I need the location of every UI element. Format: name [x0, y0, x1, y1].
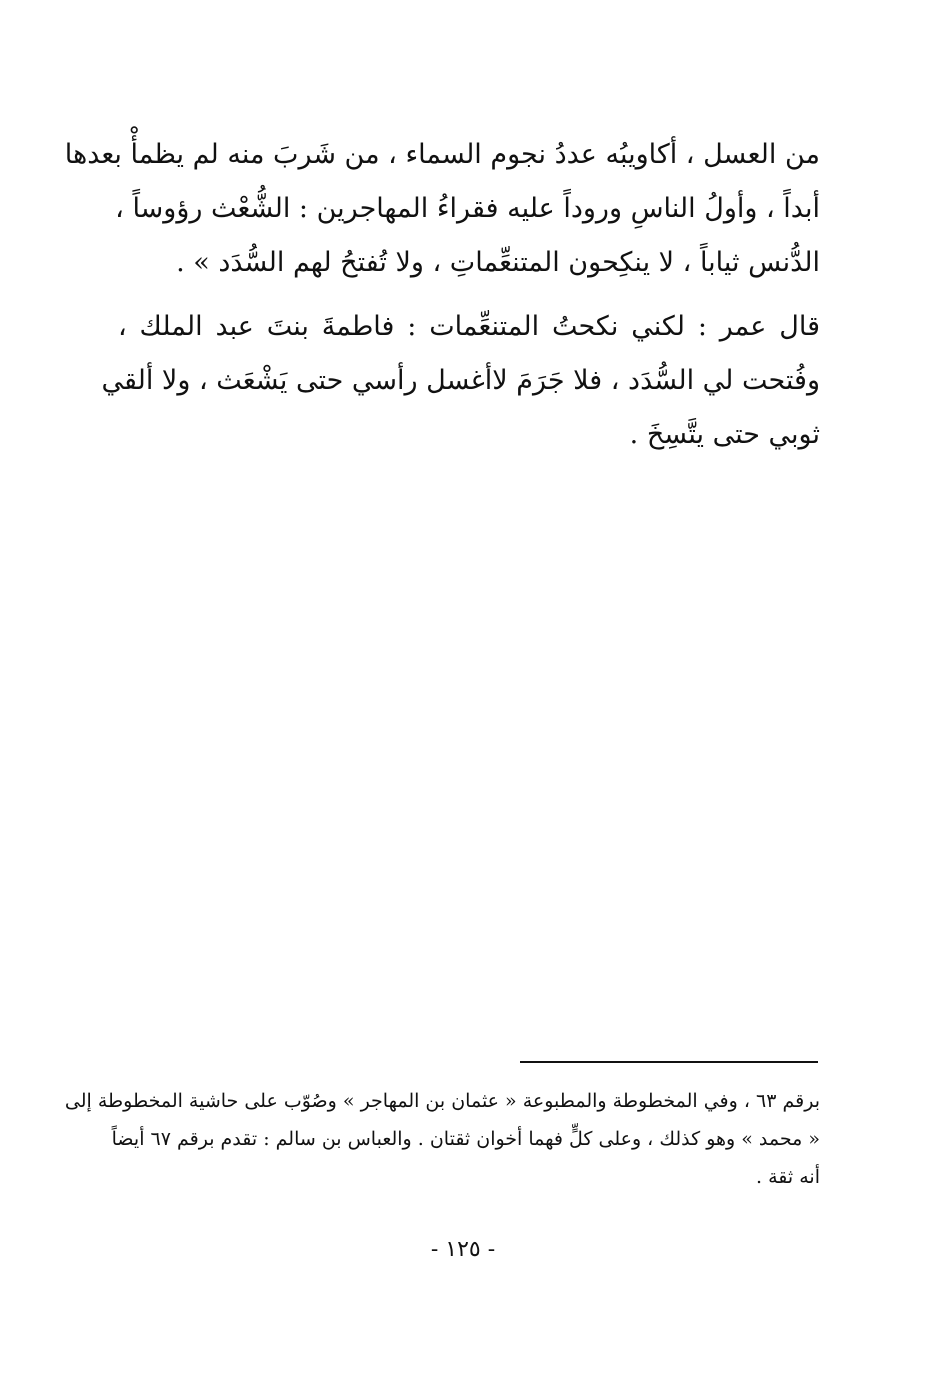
- paragraph-1-line-1: من العسل ، أكاويبُه عددُ نجوم السماء ، من شَربَ منه لم يظمأْ بعدها: [64, 139, 820, 170]
- paragraph-2: [101, 300, 820, 462]
- page-number: - ١٢٥ -: [430, 1237, 496, 1262]
- paragraph-2-line-3: ثوبي حتى يتَّسِخَ .: [629, 419, 820, 450]
- paragraph-2-line-1: قال عمر : لكني نكحتُ المتنعِّمات : فاطمةَ بنتَ عبد الملك ،: [118, 311, 820, 342]
- footnote-line-3: أنه ثقة .: [756, 1166, 820, 1188]
- footnote-line-1: برقم ٦٣ ، وفي المخطوطة والمطبوعة « عثمان بن المهاجر » وصُوّب على حاشية المخطوطة إلى: [64, 1090, 820, 1112]
- paragraph-1: [64, 128, 820, 290]
- footnote-divider: [520, 1061, 818, 1063]
- paragraph-1-line-3: الدُّنس ثياباً ، لا ينكِحون المتنعِّماتِ ، ولا تُفتحُ لهم السُّدَد » .: [176, 247, 820, 278]
- paragraph-1-line-2: أبداً ، وأولُ الناسِ وروداً عليه فقراءُ المهاجرين : الشُّعْث رؤوساً ،: [115, 193, 820, 224]
- footnote-line-2: « محمد » وهو كذلك ، وعلى كلٍّ فهما أخوان ثقتان . والعباس بن سالم : تقدم برقم ٦٧ أيضاً: [111, 1128, 820, 1150]
- paragraph-2-line-2: وفُتحت لي السُّدَد ، فلا جَرَمَ لاأغسل رأسي حتى يَشْعَث ، ولا ألقي: [101, 365, 820, 396]
- footnote-block: [64, 1082, 820, 1196]
- main-text-block: [64, 128, 820, 462]
